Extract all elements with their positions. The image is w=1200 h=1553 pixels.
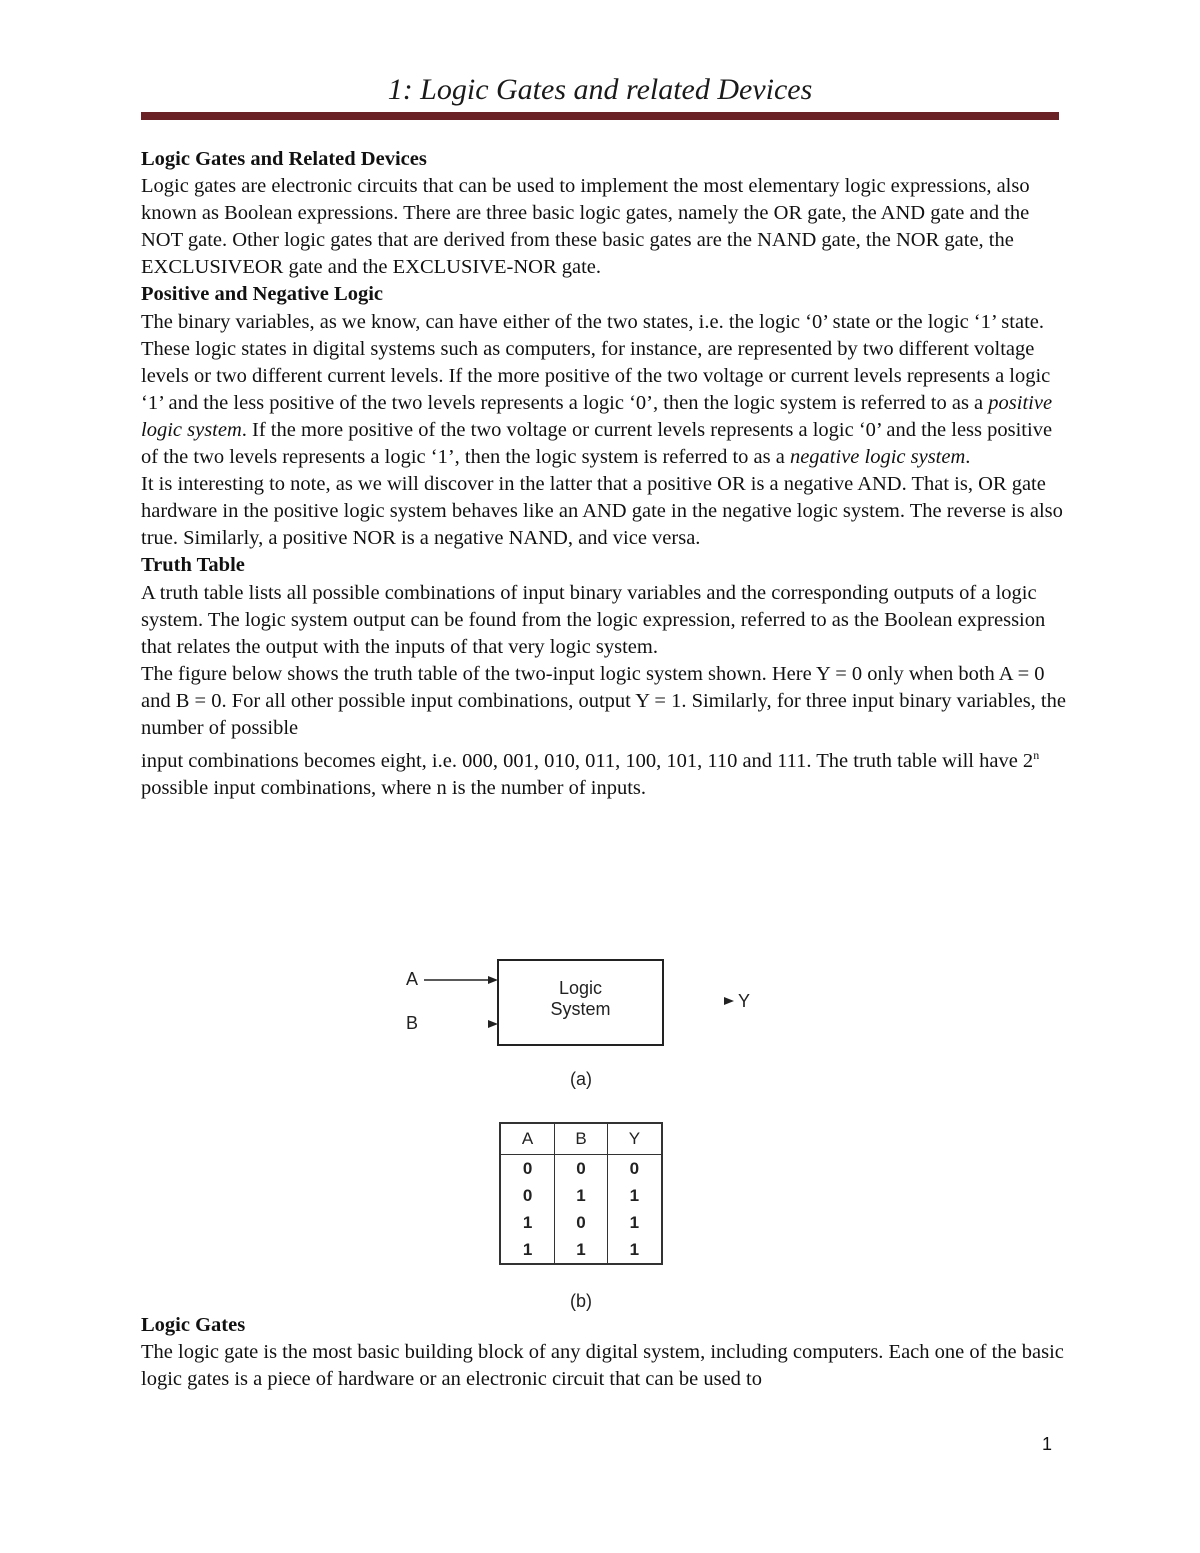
logic-system-label bbox=[498, 978, 663, 1020]
cell: 0 bbox=[607, 1155, 662, 1183]
logic-text-2: . If the more positive of the two voltage or current levels represents a logic ‘0’ and the less positive of the two levels represents a logic ‘1’, then the logic system is referred to as a bbox=[141, 418, 1053, 469]
document-body bbox=[141, 146, 1066, 802]
cell: 1 bbox=[607, 1182, 662, 1209]
cell: 1 bbox=[555, 1236, 608, 1264]
table-header-row bbox=[500, 1123, 662, 1155]
heading-positive-negative-logic: Positive and Negative Logic bbox=[141, 283, 383, 306]
table-row bbox=[500, 1236, 662, 1264]
cell: 1 bbox=[522, 1239, 533, 1259]
positive-logic-term: positive logic system bbox=[141, 391, 1053, 441]
paragraph-intro: Logic gates are electronic circuits that can be used to implement the most elementary logic expressions, also known as Boolean expressions. There are three basic logic gates, namely the OR gate, the AND gate and the NOT gate. Other logic gates that are derived from these basic gates are the NAND gate, the NOR gate, the EXCLUSIVEOR gate and the EXCLUSIVE-NOR gate. bbox=[141, 175, 1030, 279]
input-b-arrowhead bbox=[488, 1020, 498, 1028]
output-y-label: Y bbox=[738, 991, 751, 1011]
header-y: Y bbox=[607, 1123, 662, 1155]
table-row bbox=[500, 1209, 662, 1236]
cell: 1 bbox=[607, 1236, 662, 1264]
box-line-2: System bbox=[550, 999, 611, 1019]
header-a: A bbox=[500, 1123, 555, 1155]
truth-table bbox=[499, 1122, 663, 1265]
cell: 0 bbox=[555, 1155, 608, 1183]
input-a-label: A bbox=[406, 969, 419, 989]
cell: 0 bbox=[555, 1209, 608, 1236]
cell: 1 bbox=[555, 1182, 608, 1209]
negative-logic-term: negative logic system bbox=[789, 446, 966, 469]
cell: 0 bbox=[522, 1185, 533, 1205]
logic-system-figure bbox=[390, 945, 770, 1315]
heading-logic-gates-related: Logic Gates and Related Devices bbox=[141, 148, 427, 170]
paragraph-logic-states bbox=[141, 309, 1066, 472]
heading-truth-table: Truth Table bbox=[141, 554, 245, 577]
page-title: 1: Logic Gates and related Devices bbox=[387, 73, 813, 106]
cell: 1 bbox=[607, 1209, 662, 1236]
paragraph-combinations bbox=[141, 742, 1066, 802]
combinations-text-end: possible input combinations, where n is the number of inputs. bbox=[141, 776, 647, 799]
box-line-1: Logic bbox=[558, 978, 603, 998]
heading-logic-gates: Logic Gates bbox=[141, 1314, 246, 1336]
page-number: 1 bbox=[1042, 1434, 1053, 1454]
combinations-text: input combinations becomes eight, i.e. 000, 001, 010, 011, 100, 101, 110 and 111. The truth table will have 2 bbox=[141, 749, 1034, 772]
table-row bbox=[500, 1155, 662, 1183]
header-rule bbox=[141, 112, 1059, 120]
table-row bbox=[500, 1182, 662, 1209]
cell: 1 bbox=[522, 1212, 533, 1232]
paragraph-logic-gates: The logic gate is the most basic building block of any digital system, including computers. Each one of the basic logic gates is a piece of hardware or an electronic circuit that can be used to bbox=[141, 1341, 1064, 1391]
logic-text-3: . bbox=[965, 446, 971, 469]
exponent-n: n bbox=[1033, 748, 1040, 763]
caption-b: (b) bbox=[570, 1291, 592, 1311]
caption-a: (a) bbox=[570, 1069, 592, 1089]
input-b-label: B bbox=[406, 1013, 419, 1033]
document-body-continued bbox=[141, 1312, 1066, 1393]
output-arrowhead bbox=[724, 997, 734, 1005]
paragraph-positive-or: It is interesting to note, as we will discover in the latter that a positive OR is a negative AND. That is, OR gate hardware in the positive logic system behaves like an AND gate in the negative logic system. The reverse is also true. Similarly, a positive NOR is a negative NAND, and vice versa. bbox=[141, 473, 1063, 550]
header-b: B bbox=[555, 1123, 608, 1155]
cell: 0 bbox=[522, 1158, 533, 1178]
logic-text-1: The binary variables, as we know, can have either of the two states, i.e. the logic ‘0’ state or the logic ‘1’ state. These logic states in digital systems such as computers, for instance, are represented by two different voltage levels or two different current levels. If the more positive of the two voltage or current levels represents a logic ‘1’ and the less positive of the two levels represents a logic ‘0’, then the logic system is referred to as a bbox=[141, 310, 1051, 414]
paragraph-truth-table-def: A truth table lists all possible combinations of input binary variables and the corresponding outputs of a logic system. The logic system output can be found from the logic expression, referred to as the Boolean expression that relates the output with the inputs of that very logic system. bbox=[141, 581, 1046, 658]
input-a-arrowhead bbox=[488, 976, 498, 984]
paragraph-figure-desc: The figure below shows the truth table of the two-input logic system shown. Here Y = 0 only when both A = 0 and B = 0. For all other possible input combinations, output Y = 1. Similarly, for three input binary variables, the number of possible bbox=[141, 662, 1066, 739]
